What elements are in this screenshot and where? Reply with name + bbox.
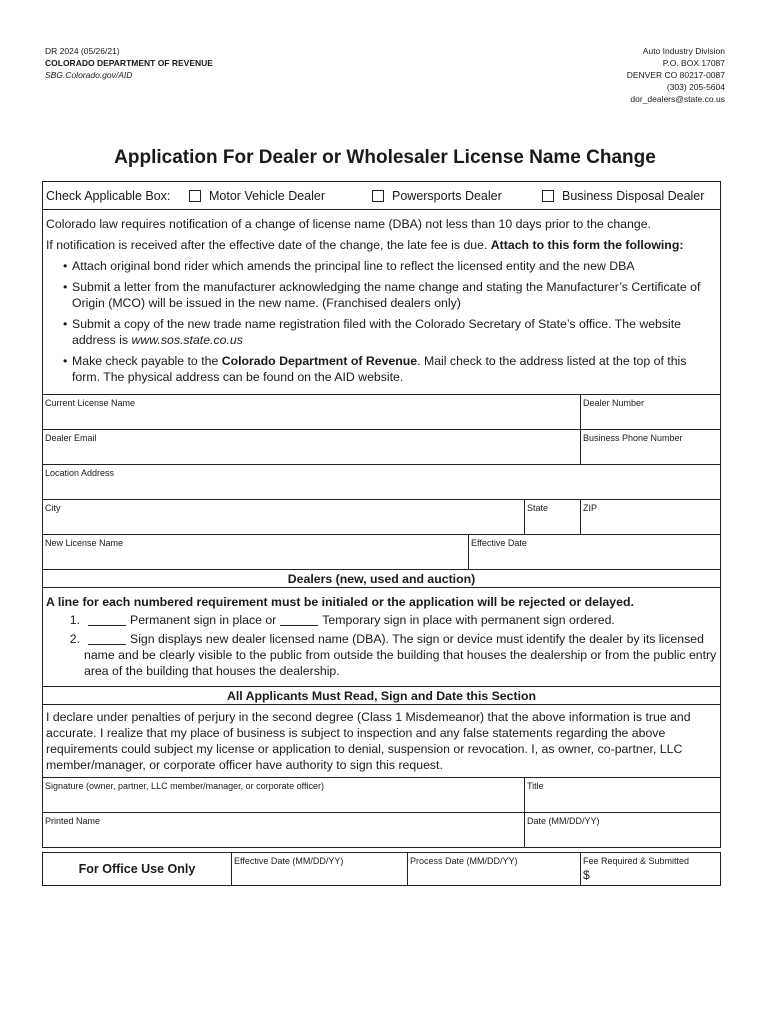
field-label: Effective Date	[471, 538, 527, 548]
field-label: Effective Date (MM/DD/YY)	[234, 856, 344, 866]
field-label: State	[527, 503, 549, 513]
initial-blank[interactable]	[88, 634, 126, 645]
field-label: City	[45, 503, 61, 513]
checkbox-square[interactable]	[189, 190, 201, 202]
list-item	[64, 316, 717, 348]
checkbox-motor-vehicle[interactable]	[189, 189, 372, 203]
division-name: Auto Industry Division	[642, 46, 725, 56]
state-field[interactable]	[525, 500, 581, 534]
requirement-item-1	[46, 612, 717, 628]
attachment-list	[46, 258, 717, 385]
check-applicable-row	[42, 181, 721, 210]
declaration-heading: All Applicants Must Read, Sign and Date this Section	[42, 687, 721, 705]
dealer-email-field[interactable]	[43, 430, 581, 464]
email-address: dor_dealers@state.co.us	[630, 94, 725, 104]
declaration-text: I declare under penalties of perjury in the second degree (Class 1 Misdemeanor) that the above information is true and accurate. I realize that my place of business is subject to inspection and any false statements regarding the above requirements could subject my license or application to denial, suspension or revocation. I, as owner, co-partner, LLC member/manager, or corporate officer have authority to sign this request.	[42, 705, 721, 778]
field-label: New License Name	[45, 538, 124, 548]
field-label: Printed Name	[45, 816, 101, 826]
item-number: 2.	[69, 632, 80, 646]
list-item: • Submit a letter from the manufacturer acknowledging the name change and stating the Manufacturer’s Certificate of Origin (MCO) will be issued in the new name. (Franchised dealers only)	[64, 279, 717, 311]
city-field[interactable]	[43, 500, 525, 534]
header-right	[627, 45, 725, 105]
checkbox-square[interactable]	[372, 190, 384, 202]
city-zip: DENVER CO 80217-0087	[626, 70, 725, 80]
item-text: Permanent sign in place or	[130, 613, 277, 627]
office-use-row	[42, 852, 721, 886]
item-number: 1.	[69, 613, 80, 627]
zip-field[interactable]	[581, 500, 720, 534]
field-label: Business Phone Number	[583, 433, 683, 443]
effective-date-field[interactable]	[469, 535, 720, 569]
application-form	[42, 181, 721, 886]
field-label: ZIP	[583, 503, 598, 513]
dollar-sign: $	[583, 868, 590, 882]
phone-number: (303) 205-5604	[666, 82, 725, 92]
list-item-text: . Mail check to the address listed at the top of this form. The physical address can be found on the AID website.	[72, 354, 687, 384]
po-box: P.O. BOX 17087	[662, 58, 725, 68]
instructions	[42, 210, 721, 395]
office-process-date-field[interactable]	[408, 853, 581, 885]
list-item: • Attach original bond rider which amends the principal line to reflect the licensed entity and the new DBA	[64, 258, 717, 274]
printed-name-field[interactable]	[43, 813, 525, 847]
field-label: Signature (owner, partner, LLC member/manager, or corporate officer)	[45, 781, 324, 791]
checkbox-square[interactable]	[542, 190, 554, 202]
header-left	[45, 45, 213, 81]
field-label: Title	[527, 781, 544, 791]
initial-blank[interactable]	[280, 615, 318, 626]
fee-field[interactable]	[581, 853, 720, 885]
row-city	[42, 500, 721, 535]
row-location	[42, 465, 721, 500]
checkbox-label: Powersports Dealer	[392, 188, 502, 203]
payee-name: Colorado Department of Revenue	[221, 354, 418, 368]
field-label: Dealer Email	[45, 433, 97, 443]
row-printed-name	[42, 813, 721, 848]
sos-website-link[interactable]: www.sos.state.co.us	[131, 333, 243, 347]
dealers-heading: Dealers (new, used and auction)	[42, 570, 721, 588]
business-phone-field[interactable]	[581, 430, 720, 464]
office-effective-date-field[interactable]	[232, 853, 408, 885]
instruction-late-fee	[46, 237, 717, 253]
department-name: COLORADO DEPARTMENT OF REVENUE	[45, 58, 213, 68]
list-item	[64, 353, 717, 385]
current-license-name-field[interactable]	[43, 395, 581, 429]
date-field[interactable]	[525, 813, 720, 847]
requirement-item-2	[46, 631, 717, 679]
row-dealer-email	[42, 430, 721, 465]
check-label: Check Applicable Box:	[46, 188, 171, 203]
instruction-notice: Colorado law requires notification of a change of license name (DBA) not less than 10 days prior to the change.	[46, 217, 651, 231]
field-label: Location Address	[45, 468, 115, 478]
initial-blank[interactable]	[88, 615, 126, 626]
row-current-license	[42, 395, 721, 430]
late-fee-text: If notification is received after the effective date of the change, the late fee is due.	[46, 238, 491, 252]
office-use-label: For Office Use Only	[43, 853, 232, 885]
new-license-name-field[interactable]	[43, 535, 469, 569]
field-label: Date (MM/DD/YY)	[527, 816, 600, 826]
dealers-section	[42, 588, 721, 687]
checkbox-business-disposal[interactable]	[542, 189, 704, 203]
field-label: Dealer Number	[583, 398, 645, 408]
location-address-field[interactable]	[43, 465, 720, 499]
row-new-license	[42, 535, 721, 570]
field-label: Current License Name	[45, 398, 136, 408]
website-text: SBG.Colorado.gov/AID	[45, 70, 133, 80]
item-text: Sign displays new dealer licensed name (DBA). The sign or device must identify the dealer by its licensed name and be clearly visible to the public from outside the building that houses the dealership or from the public entry area of the building that houses the dealership.	[84, 632, 717, 678]
checkbox-label: Motor Vehicle Dealer	[209, 188, 326, 203]
checkbox-powersports[interactable]	[372, 189, 542, 203]
field-label: Fee Required & Submitted	[583, 856, 690, 866]
page-title: Application For Dealer or Wholesaler License Name Change	[114, 147, 656, 168]
list-item-text: Submit a copy of the new trade name registration filed with the Colorado Secretary of State’s office. The website address is	[72, 317, 682, 347]
form-id: DR 2024 (05/26/21)	[45, 46, 120, 56]
field-label: Process Date (MM/DD/YY)	[410, 856, 518, 866]
row-signature	[42, 778, 721, 813]
signature-field[interactable]	[43, 778, 525, 812]
checkbox-label: Business Disposal Dealer	[562, 188, 705, 203]
dealer-number-field[interactable]	[581, 395, 720, 429]
list-item-text: Make check payable to the	[72, 354, 222, 368]
item-text: Temporary sign in place with permanent sign ordered.	[322, 613, 615, 627]
attach-heading: Attach to this form the following:	[490, 238, 684, 252]
title-field[interactable]	[525, 778, 720, 812]
requirement-note: A line for each numbered requirement must be initialed or the application will be rejected or delayed.	[46, 595, 634, 609]
